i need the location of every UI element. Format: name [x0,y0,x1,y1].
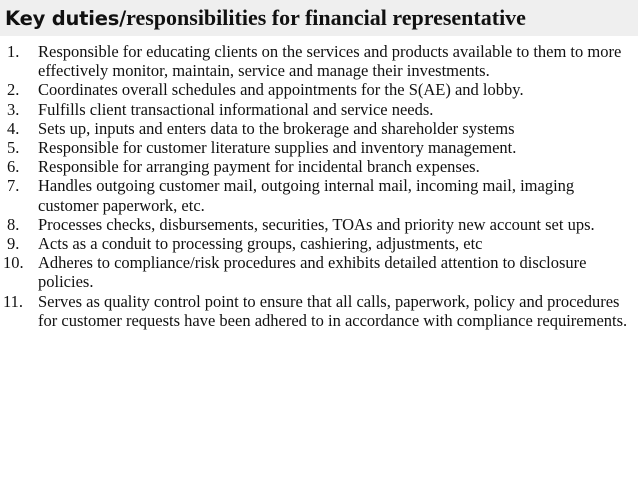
title-part-2: responsibilities for financial representative [126,5,526,30]
list-item [0,138,638,157]
list-item [0,157,638,176]
item-number: 6. [7,157,20,177]
item-text: Sets up, inputs and enters data to the brokerage and shareholder systems [38,118,515,138]
duties-list [0,42,638,330]
item-text: Acts as a conduit to processing groups, cashiering, adjustments, etc [38,234,483,254]
item-number: 8. [7,214,20,234]
item-number: 4. [7,118,20,138]
list-item [0,215,638,234]
list-item [0,234,638,253]
item-number: 3. [7,99,20,119]
item-text: Coordinates overall schedules and appointments for the S(AE) and lobby. [38,80,524,100]
item-number: 1. [7,42,20,61]
list-item [0,42,638,80]
item-number: 10. [3,253,24,273]
item-number: 9. [7,234,20,254]
item-number: 5. [7,138,20,158]
title-part-1: Key duties/ [5,7,127,30]
item-text: Responsible for arranging payment for incidental branch expenses. [38,157,480,177]
item-text: Adheres to compliance/risk procedures and exhibits detailed attention to disclosure policies. [38,253,587,292]
item-text: Processes checks, disbursements, securities, TOAs and priority new account set ups. [38,214,595,234]
item-text: Responsible for educating clients on the services and products available to them to more effectively monitor, maintain, service and manage their investments. [38,42,622,81]
list-item [0,119,638,138]
item-text: Handles outgoing customer mail, outgoing internal mail, incoming mail, imaging customer paperwork, etc. [38,176,575,215]
page-title [5,4,526,33]
item-text: Fulfills client transactional informational and service needs. [38,99,434,119]
item-text: Serves as quality control point to ensure that all calls, paperwork, policy and procedures for customer requests have been adhered to in accordance with compliance requirements. [38,291,628,330]
item-number: 2. [7,80,20,100]
list-item [0,253,638,291]
list-item [0,100,638,119]
item-number: 7. [7,176,20,196]
list-item [0,176,638,214]
list-item [0,292,638,330]
title-bar [0,0,638,36]
item-text: Responsible for customer literature supplies and inventory management. [38,138,517,158]
item-number: 11. [3,291,24,311]
list-item [0,80,638,99]
